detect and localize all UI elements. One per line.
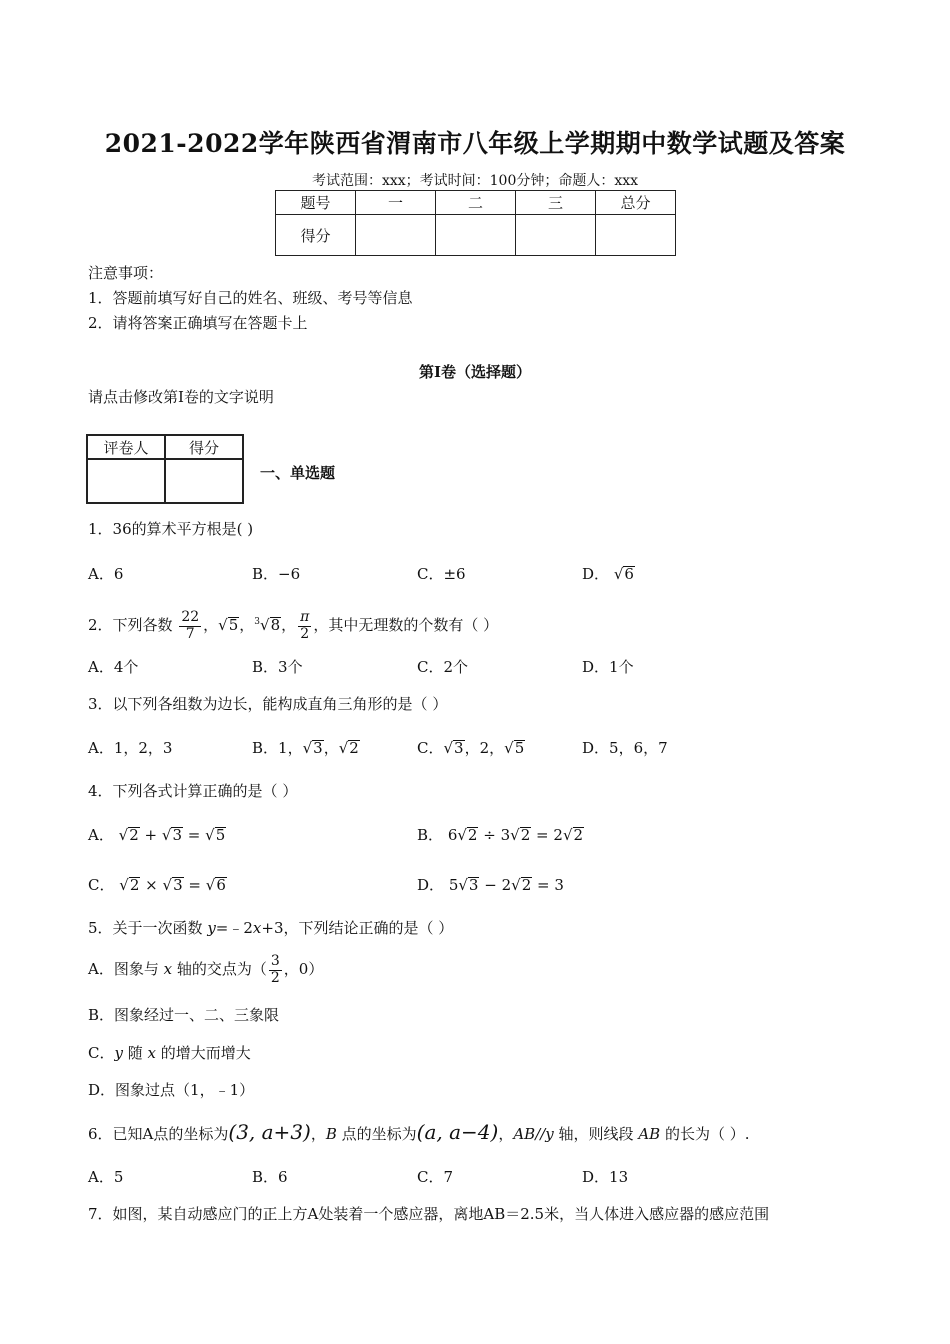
score-header: 题号 — [276, 191, 356, 215]
sqrt-expression: √5 — [205, 826, 226, 844]
radicand: 2 — [129, 876, 140, 894]
q1-option-b: B．−6 — [252, 565, 301, 583]
q2-option-d: D．1个 — [582, 658, 634, 676]
q4-option-d — [417, 874, 564, 895]
radicand: 2 — [521, 876, 532, 894]
coefficient: 2 — [501, 876, 512, 894]
score-row-label: 得分 — [276, 215, 356, 256]
q2-suffix: ，其中无理数的个数有（ ） — [313, 616, 499, 634]
note-item: 1．答题前填写好自己的姓名、班级、考号等信息 — [88, 289, 413, 307]
note-item: 2．请将答案正确填写在答题卡上 — [88, 314, 308, 332]
radicand: 2 — [520, 826, 531, 844]
score-cell — [516, 215, 596, 256]
question-4-stem: 4．下列各式计算正确的是（ ） — [88, 782, 298, 800]
radicand: 6 — [624, 565, 634, 583]
score-table — [275, 190, 676, 256]
sqrt-expression: √2 — [562, 826, 584, 844]
operator: + — [144, 826, 158, 844]
separator: ， — [239, 616, 255, 634]
q2-option-c: C．2个 — [417, 658, 469, 676]
coordinate: (3, a+3) — [228, 1120, 311, 1144]
q2-option-a: A．4个 — [88, 658, 139, 676]
q1-option-a: A．6 — [88, 565, 124, 583]
radicand: 3 — [173, 876, 183, 894]
cube-root-expression: $^3$√8 — [254, 616, 281, 634]
question-2-stem — [88, 600, 498, 644]
radicand: 2 — [467, 826, 478, 844]
coefficient: 3 — [500, 826, 511, 844]
score-header: 二 — [436, 191, 516, 215]
q6-option-b: B．6 — [252, 1168, 288, 1186]
option-label: C． — [88, 876, 115, 894]
part-title: 一、单选题 — [260, 464, 336, 482]
operator: ÷ — [483, 826, 496, 844]
sqrt-expression: √2 — [118, 826, 139, 844]
q4-option-a — [88, 824, 226, 845]
sqrt-expression: √3 — [162, 876, 183, 894]
radicand: 3 — [313, 739, 323, 757]
question-6-stem — [88, 1120, 750, 1144]
grader-table — [86, 434, 244, 504]
fraction — [298, 610, 311, 642]
radicand: 5 — [228, 616, 239, 634]
stem-text: 点的坐标为 — [336, 1125, 417, 1143]
operator: = — [537, 876, 550, 894]
stem-text: +3，下列结论正确的是（ ） — [261, 919, 454, 937]
option-label: C． — [417, 739, 444, 757]
fraction — [179, 610, 201, 642]
sqrt-expression: √2 — [510, 826, 531, 844]
score-cell — [596, 215, 676, 256]
radicand: 3 — [172, 826, 182, 844]
operator: − — [484, 876, 497, 894]
result: 3 — [554, 876, 564, 894]
stem-text: 6．已知A点的坐标为 — [88, 1125, 229, 1143]
q3-option-d: D．5，6，7 — [582, 739, 668, 757]
q3-option-c — [417, 737, 525, 758]
score-header: 三 — [516, 191, 596, 215]
numerator: 22 — [181, 609, 200, 626]
sqrt-expression: √2 — [119, 876, 140, 894]
sqrt-expression: √3 — [443, 739, 464, 757]
option-text: 的增大而增大 — [155, 1044, 251, 1062]
stem-text: 轴，则线段 — [553, 1125, 639, 1143]
math-variable: AB — [638, 1125, 661, 1143]
operator: × — [145, 876, 158, 894]
option-label: D． — [582, 565, 610, 583]
notes-heading: 注意事项： — [88, 264, 164, 282]
math-variable: y — [114, 1044, 123, 1062]
section-title: 第I卷（选择题） — [418, 363, 532, 381]
stem-text: 的长为（ ）. — [660, 1125, 750, 1143]
option-label: B． — [417, 826, 444, 844]
radicand: 2 — [129, 826, 139, 844]
denominator: 2 — [270, 969, 280, 986]
numerator: 3 — [270, 953, 280, 970]
fraction — [269, 954, 282, 986]
coefficient: 6 — [447, 826, 458, 844]
radicand: 2 — [349, 739, 359, 757]
coordinate: (a, a−4) — [416, 1120, 499, 1144]
score-header: 总分 — [596, 191, 676, 215]
separator: ， — [203, 616, 219, 634]
option-text: ，0） — [283, 960, 324, 978]
denominator: 7 — [185, 625, 195, 642]
q4-option-b — [417, 824, 584, 845]
operator: = — [536, 826, 549, 844]
option-text: B．1， — [252, 739, 303, 757]
radicand: 5 — [514, 739, 525, 757]
q5-option-b: B．图象经过一、二、三象限 — [88, 1006, 280, 1024]
option-text: A．图象与 — [88, 960, 164, 978]
q3-option-b — [252, 737, 360, 758]
question-1-stem: 1．36的算术平方根是( ) — [88, 520, 254, 538]
q4-option-c — [88, 874, 227, 895]
q6-option-c: C．7 — [417, 1168, 454, 1186]
sqrt-expression: √5 — [504, 739, 525, 757]
math-variable: x — [147, 1044, 156, 1062]
option-text: ，2， — [464, 739, 505, 757]
score-cell — [436, 215, 516, 256]
q5-option-a — [88, 948, 323, 990]
coefficient: 2 — [553, 826, 563, 844]
page-title: 2021-2022学年陕西省渭南市八年级上学期期中数学试题及答案 — [104, 129, 846, 158]
stem-text: ， — [498, 1125, 514, 1143]
option-text: 随 — [122, 1044, 148, 1062]
operator: = — [187, 826, 201, 844]
grader-cell — [87, 459, 165, 503]
q6-option-a: A．5 — [88, 1168, 124, 1186]
stem-text: ， — [310, 1125, 326, 1143]
grader-header: 评卷人 — [87, 435, 165, 459]
q3-option-a: A．1，2，3 — [88, 739, 173, 757]
score-header: 一 — [356, 191, 436, 215]
question-5-stem — [88, 917, 453, 938]
sqrt-expression: √3 — [302, 739, 323, 757]
option-label: D． — [417, 876, 445, 894]
math-variable: y — [207, 919, 216, 937]
stem-text: =﹣2 — [215, 919, 253, 937]
radicand: 8 — [270, 616, 281, 634]
coefficient: 5 — [448, 876, 459, 894]
math-variable: x — [163, 960, 173, 978]
sqrt-expression: √6 — [613, 565, 634, 583]
math-expression: AB//y — [513, 1125, 554, 1143]
q1-option-c: C．±6 — [417, 565, 466, 583]
radicand: 3 — [468, 876, 479, 894]
sqrt-expression: √3 — [161, 826, 182, 844]
q2-option-b: B．3个 — [252, 658, 303, 676]
q5-option-c — [88, 1042, 251, 1063]
grader-cell — [165, 459, 243, 503]
q1-option-d — [582, 563, 635, 584]
root-index: 3 — [254, 617, 261, 627]
numerator: π — [300, 609, 310, 626]
q2-prefix: 2．下列各数 — [88, 616, 173, 634]
option-text: 轴的交点为（ — [172, 960, 267, 978]
radicand: 2 — [573, 826, 584, 844]
radicand: 5 — [215, 826, 226, 844]
sqrt-expression: √2 — [338, 739, 359, 757]
question-3-stem: 3．以下列各组数为边长，能构成直角三角形的是（ ） — [88, 695, 448, 713]
radicand: 3 — [454, 739, 464, 757]
question-7-stem: 7．如图，某自动感应门的正上方A处装着一个感应器，离地AB＝2.5米，当人体进入感应器的感应范围 — [88, 1205, 770, 1223]
radicand: 6 — [216, 876, 226, 894]
q5-option-d: D．图象过点（1，﹣1） — [88, 1081, 255, 1099]
math-variable: B — [325, 1125, 337, 1143]
sqrt-expression: √2 — [457, 826, 478, 844]
separator: ， — [323, 739, 339, 757]
option-label: C． — [88, 1044, 115, 1062]
denominator: 2 — [300, 625, 310, 642]
option-label: A． — [88, 826, 114, 844]
exam-meta: 考试范围：xxx；考试时间：100分钟；命题人：xxx — [311, 173, 639, 189]
sqrt-expression: √3 — [458, 876, 479, 894]
math-variable: x — [252, 919, 262, 937]
sqrt-expression: √6 — [205, 876, 226, 894]
grader-header: 得分 — [165, 435, 243, 459]
sqrt-expression: √2 — [511, 876, 532, 894]
stem-text: 5．关于一次函数 — [88, 919, 208, 937]
section-desc: 请点击修改第I卷的文字说明 — [88, 388, 274, 406]
sqrt-expression: √5 — [218, 616, 239, 634]
score-cell — [356, 215, 436, 256]
separator: ， — [281, 616, 297, 634]
q6-option-d: D．13 — [582, 1168, 629, 1186]
operator: = — [188, 876, 201, 894]
